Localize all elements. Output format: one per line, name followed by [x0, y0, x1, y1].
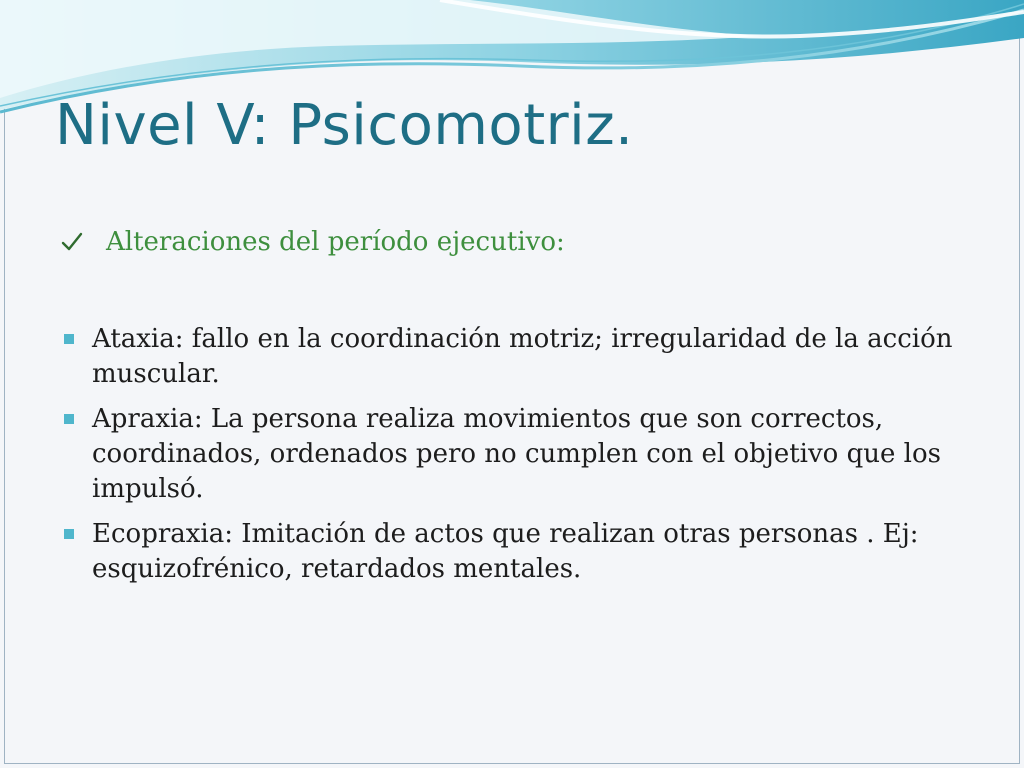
square-bullet-icon: [64, 334, 74, 344]
list-item: [58, 322, 978, 392]
bullet-list: [58, 322, 978, 587]
list-item: [58, 517, 978, 587]
list-item-text: Ataxia: fallo en la coordinación motriz; irregularidad de la acción muscular.: [92, 324, 953, 389]
list-item: [58, 402, 978, 507]
list-item-text: Ecopraxia: Imitación de actos que realizan otras personas . Ej: esquizofrénico, retardados mentales.: [92, 519, 919, 584]
slide-title: Nivel V: Psicomotriz.: [55, 93, 634, 158]
subheading-row: [58, 222, 978, 262]
checkmark-icon: [60, 230, 84, 254]
square-bullet-icon: [64, 529, 74, 539]
slide-content: [58, 222, 978, 597]
list-item-text: Apraxia: La persona realiza movimientos que son correctos, coordinados, ordenados pero no cumplen con el objetivo que los impulsó.: [92, 404, 941, 504]
subheading-text: Alteraciones del período ejecutivo:: [106, 227, 565, 257]
square-bullet-icon: [64, 414, 74, 424]
